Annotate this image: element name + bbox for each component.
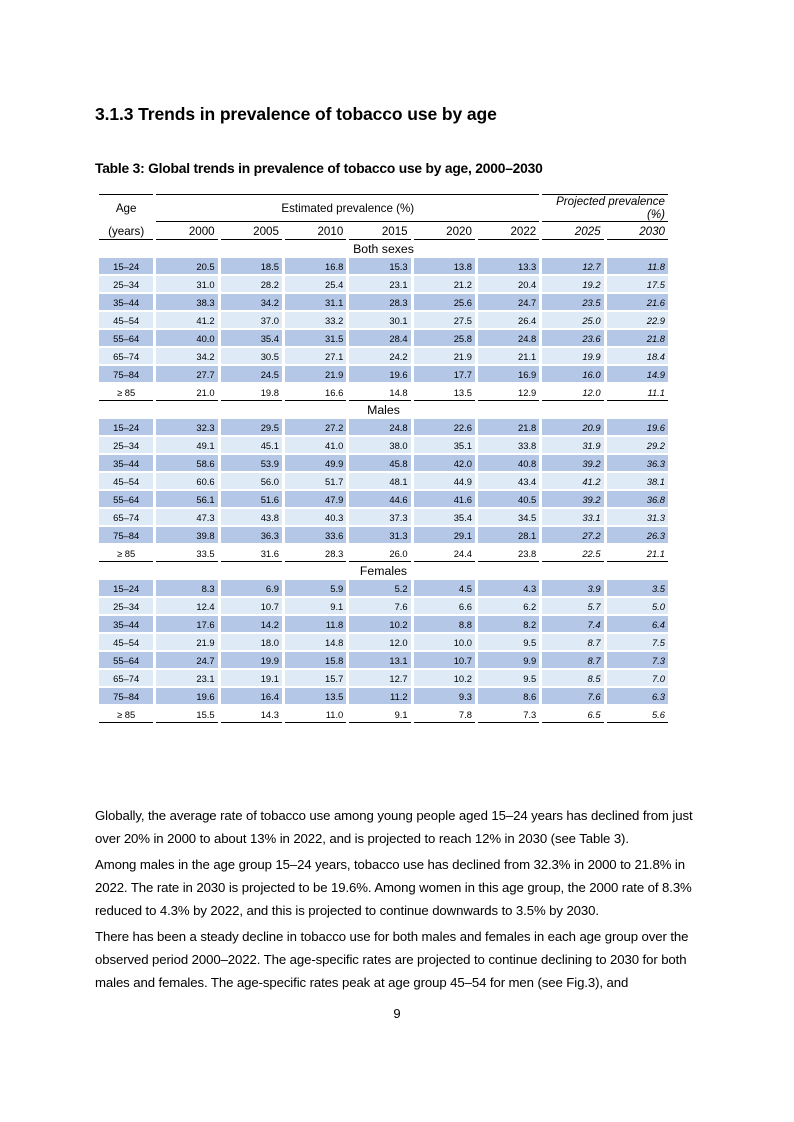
estimated-value-cell: 17.6 <box>156 616 217 632</box>
estimated-value-cell: 49.1 <box>156 437 217 453</box>
estimated-value-cell: 18.0 <box>221 634 282 650</box>
age-group-cell: ≥ 85 <box>99 706 153 723</box>
year-header-projected: 2025 <box>542 224 603 240</box>
table-row <box>99 670 668 686</box>
estimated-value-cell: 39.8 <box>156 527 217 543</box>
estimated-value-cell: 24.8 <box>349 419 410 435</box>
estimated-value-cell: 13.3 <box>478 258 539 274</box>
estimated-value-cell: 11.2 <box>349 688 410 704</box>
paragraph-2: Among males in the age group 15–24 years, tobacco use has declined from 32.3% in 2000 to 21.8% in 2022. The rate in 2030 is projected to be 19.6%. Among women in this age group, the 2000 rate of 8.3% reduced to 4.3% by 2022, and this is projected to continue downwards to 3.5% by 2030. <box>95 857 692 918</box>
year-header-projected: 2030 <box>607 224 668 240</box>
projected-value-cell: 27.2 <box>542 527 603 543</box>
year-header: 2010 <box>285 224 346 240</box>
page-number: 9 <box>393 1006 401 1021</box>
estimated-value-cell: 49.9 <box>285 455 346 471</box>
age-group-cell: 35–44 <box>99 294 153 310</box>
age-group-cell: 65–74 <box>99 509 153 525</box>
estimated-value-cell: 18.5 <box>221 258 282 274</box>
estimated-value-cell: 22.6 <box>414 419 475 435</box>
estimated-value-cell: 58.6 <box>156 455 217 471</box>
age-group-cell: 75–84 <box>99 527 153 543</box>
estimated-value-cell: 28.3 <box>285 545 346 562</box>
estimated-value-cell: 15.3 <box>349 258 410 274</box>
estimated-value-cell: 8.3 <box>156 580 217 596</box>
table-row <box>99 294 668 310</box>
age-group-cell: ≥ 85 <box>99 545 153 562</box>
table-row <box>99 545 668 562</box>
projected-value-cell: 11.1 <box>607 384 668 401</box>
estimated-value-cell: 44.6 <box>349 491 410 507</box>
estimated-value-cell: 19.8 <box>221 384 282 401</box>
projected-value-cell: 38.1 <box>607 473 668 489</box>
section-title: Males <box>367 403 400 417</box>
age-group-cell: ≥ 85 <box>99 384 153 401</box>
estimated-value-cell: 33.2 <box>285 312 346 328</box>
estimated-value-cell: 12.9 <box>478 384 539 401</box>
estimated-value-cell: 38.0 <box>349 437 410 453</box>
year-header: 2020 <box>414 224 475 240</box>
estimated-value-cell: 27.2 <box>285 419 346 435</box>
projected-value-cell: 39.2 <box>542 455 603 471</box>
estimated-value-cell: 21.1 <box>478 348 539 364</box>
table-row <box>99 366 668 382</box>
projected-value-cell: 19.9 <box>542 348 603 364</box>
section-heading: 3.1.3 Trends in prevalence of tobacco use by age <box>95 104 497 124</box>
estimated-value-cell: 38.3 <box>156 294 217 310</box>
estimated-value-cell: 15.8 <box>285 652 346 668</box>
table-row <box>99 330 668 346</box>
estimated-value-cell: 43.8 <box>221 509 282 525</box>
table-row <box>99 312 668 328</box>
estimated-value-cell: 14.8 <box>349 384 410 401</box>
table-row <box>99 437 668 453</box>
estimated-value-cell: 9.9 <box>478 652 539 668</box>
projected-value-cell: 7.6 <box>542 688 603 704</box>
estimated-value-cell: 16.9 <box>478 366 539 382</box>
estimated-value-cell: 33.8 <box>478 437 539 453</box>
estimated-value-cell: 19.1 <box>221 670 282 686</box>
projected-prevalence-header: Projected prevalence (%) <box>542 194 668 222</box>
age-header-bottom: (years) <box>99 224 153 240</box>
projected-value-cell: 21.1 <box>607 545 668 562</box>
estimated-value-cell: 5.9 <box>285 580 346 596</box>
estimated-value-cell: 29.5 <box>221 419 282 435</box>
estimated-value-cell: 51.6 <box>221 491 282 507</box>
year-header: 2022 <box>478 224 539 240</box>
estimated-value-cell: 19.6 <box>349 366 410 382</box>
estimated-value-cell: 4.3 <box>478 580 539 596</box>
estimated-value-cell: 9.1 <box>349 706 410 723</box>
estimated-value-cell: 40.3 <box>285 509 346 525</box>
age-group-cell: 35–44 <box>99 616 153 632</box>
projected-value-cell: 6.4 <box>607 616 668 632</box>
estimated-value-cell: 33.5 <box>156 545 217 562</box>
projected-value-cell: 7.5 <box>607 634 668 650</box>
table-row <box>99 688 668 704</box>
projected-value-cell: 8.7 <box>542 652 603 668</box>
table-row <box>99 419 668 435</box>
estimated-value-cell: 31.6 <box>221 545 282 562</box>
estimated-value-cell: 34.2 <box>221 294 282 310</box>
estimated-value-cell: 40.0 <box>156 330 217 346</box>
projected-value-cell: 39.2 <box>542 491 603 507</box>
projected-value-cell: 16.0 <box>542 366 603 382</box>
age-group-cell: 45–54 <box>99 312 153 328</box>
paragraph-3: There has been a steady decline in tobacco use for both males and females in each age group over the observed period 2000–2022. The age-specific rates are projected to continue declining to 2030 for both males and females. The age-specific rates peak at age group 45–54 for men (see Fig.3), and <box>95 929 689 990</box>
table-row <box>99 348 668 364</box>
age-group-cell: 75–84 <box>99 366 153 382</box>
estimated-value-cell: 15.7 <box>285 670 346 686</box>
estimated-value-cell: 13.8 <box>414 258 475 274</box>
estimated-value-cell: 48.1 <box>349 473 410 489</box>
age-group-cell: 55–64 <box>99 491 153 507</box>
estimated-value-cell: 21.9 <box>414 348 475 364</box>
estimated-value-cell: 47.3 <box>156 509 217 525</box>
estimated-value-cell: 6.2 <box>478 598 539 614</box>
estimated-value-cell: 56.0 <box>221 473 282 489</box>
estimated-value-cell: 4.5 <box>414 580 475 596</box>
projected-value-cell: 23.6 <box>542 330 603 346</box>
estimated-value-cell: 45.8 <box>349 455 410 471</box>
projected-value-cell: 22.9 <box>607 312 668 328</box>
estimated-value-cell: 44.9 <box>414 473 475 489</box>
estimated-value-cell: 12.4 <box>156 598 217 614</box>
estimated-value-cell: 9.5 <box>478 634 539 650</box>
projected-value-cell: 33.1 <box>542 509 603 525</box>
table-row <box>99 509 668 525</box>
estimated-value-cell: 7.8 <box>414 706 475 723</box>
estimated-value-cell: 34.2 <box>156 348 217 364</box>
section-row <box>99 242 668 256</box>
estimated-value-cell: 21.0 <box>156 384 217 401</box>
age-group-cell: 55–64 <box>99 652 153 668</box>
estimated-value-cell: 21.9 <box>285 366 346 382</box>
estimated-value-cell: 10.2 <box>349 616 410 632</box>
estimated-value-cell: 19.6 <box>156 688 217 704</box>
estimated-value-cell: 35.4 <box>414 509 475 525</box>
projected-value-cell: 7.4 <box>542 616 603 632</box>
estimated-value-cell: 60.6 <box>156 473 217 489</box>
projected-value-cell: 21.8 <box>607 330 668 346</box>
estimated-value-cell: 8.6 <box>478 688 539 704</box>
estimated-value-cell: 14.8 <box>285 634 346 650</box>
projected-value-cell: 5.0 <box>607 598 668 614</box>
projected-value-cell: 5.6 <box>607 706 668 723</box>
section-row <box>99 564 668 578</box>
estimated-value-cell: 15.5 <box>156 706 217 723</box>
estimated-value-cell: 12.7 <box>349 670 410 686</box>
estimated-value-cell: 43.4 <box>478 473 539 489</box>
estimated-value-cell: 11.0 <box>285 706 346 723</box>
estimated-value-cell: 14.2 <box>221 616 282 632</box>
estimated-value-cell: 40.8 <box>478 455 539 471</box>
age-group-cell: 65–74 <box>99 348 153 364</box>
projected-value-cell: 26.3 <box>607 527 668 543</box>
projected-value-cell: 25.0 <box>542 312 603 328</box>
projected-value-cell: 41.2 <box>542 473 603 489</box>
estimated-value-cell: 20.4 <box>478 276 539 292</box>
projected-value-cell: 22.5 <box>542 545 603 562</box>
age-group-cell: 45–54 <box>99 634 153 650</box>
projected-value-cell: 17.5 <box>607 276 668 292</box>
table-header-row-top <box>99 194 668 222</box>
estimated-value-cell: 27.5 <box>414 312 475 328</box>
estimated-value-cell: 10.7 <box>221 598 282 614</box>
estimated-value-cell: 27.7 <box>156 366 217 382</box>
estimated-value-cell: 27.1 <box>285 348 346 364</box>
estimated-value-cell: 8.8 <box>414 616 475 632</box>
projected-value-cell: 8.5 <box>542 670 603 686</box>
projected-value-cell: 19.2 <box>542 276 603 292</box>
estimated-prevalence-header: Estimated prevalence (%) <box>156 194 539 222</box>
estimated-value-cell: 29.1 <box>414 527 475 543</box>
estimated-value-cell: 35.4 <box>221 330 282 346</box>
projected-value-cell: 7.3 <box>607 652 668 668</box>
estimated-value-cell: 11.8 <box>285 616 346 632</box>
estimated-value-cell: 6.9 <box>221 580 282 596</box>
estimated-value-cell: 8.2 <box>478 616 539 632</box>
age-group-cell: 15–24 <box>99 419 153 435</box>
projected-value-cell: 6.5 <box>542 706 603 723</box>
estimated-value-cell: 56.1 <box>156 491 217 507</box>
estimated-value-cell: 24.2 <box>349 348 410 364</box>
age-group-cell: 15–24 <box>99 580 153 596</box>
estimated-value-cell: 9.1 <box>285 598 346 614</box>
age-group-cell: 25–34 <box>99 276 153 292</box>
estimated-value-cell: 10.2 <box>414 670 475 686</box>
age-group-cell: 35–44 <box>99 455 153 471</box>
estimated-value-cell: 34.5 <box>478 509 539 525</box>
projected-value-cell: 31.3 <box>607 509 668 525</box>
estimated-value-cell: 24.8 <box>478 330 539 346</box>
estimated-value-cell: 41.2 <box>156 312 217 328</box>
estimated-value-cell: 41.0 <box>285 437 346 453</box>
estimated-value-cell: 14.3 <box>221 706 282 723</box>
projected-value-cell: 6.3 <box>607 688 668 704</box>
paragraph-1: Globally, the average rate of tobacco use among young people aged 15–24 years has declined from just over 20% in 2000 to about 13% in 2022, and is projected to reach 12% in 2030 (see Table 3). <box>95 808 693 846</box>
age-group-cell: 65–74 <box>99 670 153 686</box>
estimated-value-cell: 31.1 <box>285 294 346 310</box>
estimated-value-cell: 28.4 <box>349 330 410 346</box>
estimated-value-cell: 37.0 <box>221 312 282 328</box>
estimated-value-cell: 26.4 <box>478 312 539 328</box>
projected-value-cell: 8.7 <box>542 634 603 650</box>
estimated-value-cell: 17.7 <box>414 366 475 382</box>
estimated-value-cell: 13.5 <box>285 688 346 704</box>
table-row <box>99 258 668 274</box>
estimated-value-cell: 21.8 <box>478 419 539 435</box>
estimated-value-cell: 10.7 <box>414 652 475 668</box>
age-group-cell: 45–54 <box>99 473 153 489</box>
estimated-value-cell: 10.0 <box>414 634 475 650</box>
table-row <box>99 491 668 507</box>
projected-value-cell: 18.4 <box>607 348 668 364</box>
estimated-value-cell: 31.5 <box>285 330 346 346</box>
estimated-value-cell: 40.5 <box>478 491 539 507</box>
table-row <box>99 473 668 489</box>
estimated-value-cell: 32.3 <box>156 419 217 435</box>
table-caption: Table 3: Global trends in prevalence of tobacco use by age, 2000–2030 <box>95 161 543 176</box>
estimated-value-cell: 16.8 <box>285 258 346 274</box>
table-row <box>99 598 668 614</box>
estimated-value-cell: 21.9 <box>156 634 217 650</box>
section-row <box>99 403 668 417</box>
age-header-top: Age <box>99 194 153 222</box>
estimated-value-cell: 24.7 <box>478 294 539 310</box>
projected-value-cell: 36.3 <box>607 455 668 471</box>
estimated-value-cell: 23.1 <box>349 276 410 292</box>
estimated-value-cell: 35.1 <box>414 437 475 453</box>
estimated-value-cell: 41.6 <box>414 491 475 507</box>
age-group-cell: 25–34 <box>99 437 153 453</box>
table-row <box>99 455 668 471</box>
estimated-value-cell: 28.1 <box>478 527 539 543</box>
estimated-value-cell: 25.6 <box>414 294 475 310</box>
estimated-value-cell: 31.3 <box>349 527 410 543</box>
projected-value-cell: 7.0 <box>607 670 668 686</box>
table-row <box>99 384 668 401</box>
year-header: 2005 <box>221 224 282 240</box>
estimated-value-cell: 24.4 <box>414 545 475 562</box>
age-group-cell: 25–34 <box>99 598 153 614</box>
estimated-value-cell: 16.6 <box>285 384 346 401</box>
estimated-value-cell: 45.1 <box>221 437 282 453</box>
estimated-value-cell: 6.6 <box>414 598 475 614</box>
year-header: 2000 <box>156 224 217 240</box>
age-group-cell: 75–84 <box>99 688 153 704</box>
prevalence-table <box>96 192 671 725</box>
projected-value-cell: 23.5 <box>542 294 603 310</box>
projected-value-cell: 11.8 <box>607 258 668 274</box>
estimated-value-cell: 25.8 <box>414 330 475 346</box>
estimated-value-cell: 47.9 <box>285 491 346 507</box>
estimated-value-cell: 24.5 <box>221 366 282 382</box>
estimated-value-cell: 23.1 <box>156 670 217 686</box>
estimated-value-cell: 36.3 <box>221 527 282 543</box>
projected-value-cell: 19.6 <box>607 419 668 435</box>
estimated-value-cell: 12.0 <box>349 634 410 650</box>
estimated-value-cell: 53.9 <box>221 455 282 471</box>
table-row <box>99 616 668 632</box>
estimated-value-cell: 33.6 <box>285 527 346 543</box>
projected-value-cell: 3.9 <box>542 580 603 596</box>
year-header: 2015 <box>349 224 410 240</box>
estimated-value-cell: 13.5 <box>414 384 475 401</box>
table-row <box>99 580 668 596</box>
projected-value-cell: 20.9 <box>542 419 603 435</box>
age-group-cell: 55–64 <box>99 330 153 346</box>
estimated-value-cell: 28.3 <box>349 294 410 310</box>
estimated-value-cell: 20.5 <box>156 258 217 274</box>
projected-value-cell: 5.7 <box>542 598 603 614</box>
projected-value-cell: 29.2 <box>607 437 668 453</box>
projected-value-cell: 21.6 <box>607 294 668 310</box>
estimated-value-cell: 31.0 <box>156 276 217 292</box>
estimated-value-cell: 7.6 <box>349 598 410 614</box>
estimated-value-cell: 30.5 <box>221 348 282 364</box>
estimated-value-cell: 37.3 <box>349 509 410 525</box>
table-row <box>99 276 668 292</box>
estimated-value-cell: 9.5 <box>478 670 539 686</box>
table-header-row-years <box>99 224 668 240</box>
age-group-cell: 15–24 <box>99 258 153 274</box>
projected-value-cell: 14.9 <box>607 366 668 382</box>
estimated-value-cell: 28.2 <box>221 276 282 292</box>
estimated-value-cell: 13.1 <box>349 652 410 668</box>
estimated-value-cell: 19.9 <box>221 652 282 668</box>
table-row <box>99 652 668 668</box>
estimated-value-cell: 16.4 <box>221 688 282 704</box>
estimated-value-cell: 23.8 <box>478 545 539 562</box>
estimated-value-cell: 42.0 <box>414 455 475 471</box>
section-title: Both sexes <box>353 242 414 256</box>
table-row <box>99 634 668 650</box>
table-body <box>99 242 668 723</box>
estimated-value-cell: 7.3 <box>478 706 539 723</box>
projected-value-cell: 31.9 <box>542 437 603 453</box>
estimated-value-cell: 30.1 <box>349 312 410 328</box>
estimated-value-cell: 9.3 <box>414 688 475 704</box>
estimated-value-cell: 24.7 <box>156 652 217 668</box>
estimated-value-cell: 26.0 <box>349 545 410 562</box>
projected-value-cell: 3.5 <box>607 580 668 596</box>
projected-value-cell: 12.7 <box>542 258 603 274</box>
projected-value-cell: 36.8 <box>607 491 668 507</box>
estimated-value-cell: 25.4 <box>285 276 346 292</box>
projected-value-cell: 12.0 <box>542 384 603 401</box>
table-row <box>99 706 668 723</box>
estimated-value-cell: 51.7 <box>285 473 346 489</box>
table-row <box>99 527 668 543</box>
estimated-value-cell: 21.2 <box>414 276 475 292</box>
estimated-value-cell: 5.2 <box>349 580 410 596</box>
section-title: Females <box>359 564 408 578</box>
